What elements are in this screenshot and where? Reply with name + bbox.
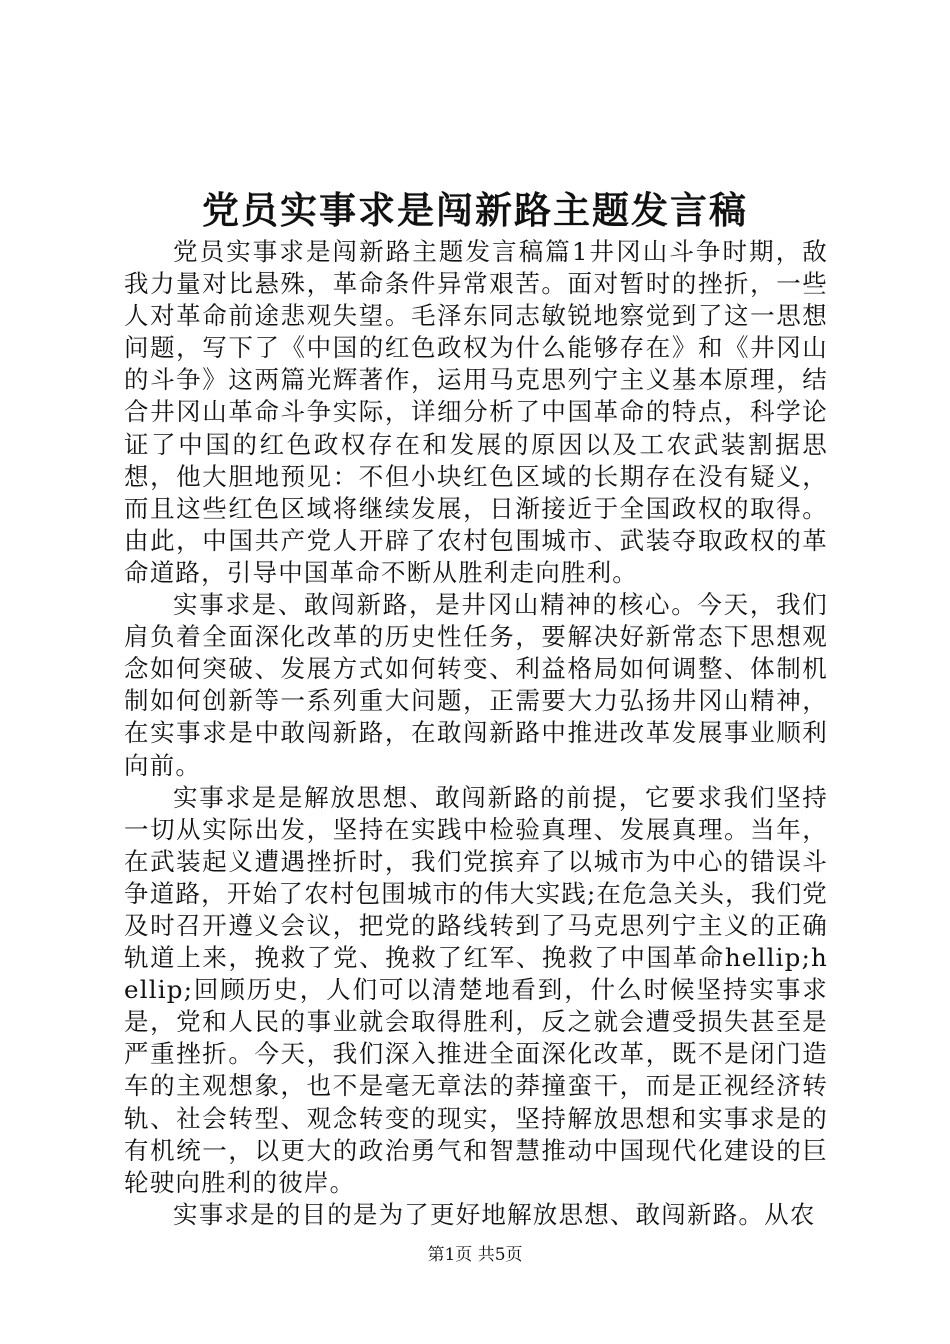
document-title: 党员实事求是闯新路主题发言稿: [202, 188, 748, 232]
paragraph-4: 实事求是的目的是为了更好地解放思想、敢闯新路。从农: [173, 1199, 816, 1229]
page-footer: [0, 1244, 950, 1266]
document-body: [124, 236, 828, 1231]
page-total: 共5页: [477, 1245, 523, 1265]
page-number: 第1页: [427, 1245, 473, 1265]
paragraph-1: 党员实事求是闯新路主题发言稿篇1井冈山斗争时期，敌我力量对比悬殊，革命条件异常艰苦。面对暂时的挫折，一些人对革命前途悲观失望。毛泽东同志敏锐地察觉到了这一思想问题，写下了《中国的红色政权为什么能够存在》和《井冈山的斗争》这两篇光辉著作，运用马克思列宁主义基本原理，结合井冈山革命斗争实际，详细分析了中国革命的特点，科学论证了中国的红色政权存在和发展的原因以及工农武装割据思想，他大胆地预见：不但小块红色区域的长期存在没有疑义，而且这些红色区域将继续发展，日渐接近于全国政权的取得。由此，中国共产党人开辟了农村包围城市、武装夺取政权的革命道路，引导中国革命不断从胜利走向胜利。: [124, 237, 828, 587]
paragraph-2: 实事求是、敢闯新路，是井冈山精神的核心。今天，我们肩负着全面深化改革的历史性任务，要解决好新常态下思想观念如何突破、发展方式如何转变、利益格局如何调整、体制机制如何创新等一系列重大问题，正需要大力弘扬井冈山精神，在实事求是中敢闯新路，在敢闯新路中推进改革发展事业顺利向前。: [124, 590, 828, 780]
paragraph-3: 实事求是是解放思想、敢闯新路的前提，它要求我们坚持一切从实际出发，坚持在实践中检验真理、发展真理。当年，在武装起义遭遇挫折时，我们党摈弃了以城市为中心的错误斗争道路，开始了农村包围城市的伟大实践;在危急关头，我们党及时召开遵义会议，把党的路线转到了马克思列宁主义的正确轨道上来，挽救了党、挽救了红军、挽救了中国革命hellip;hellip;回顾历史，人们可以清楚地看到，什么时候坚持实事求是，党和人民的事业就会取得胜利，反之就会遭受损失甚至是严重挫折。今天，我们深入推进全面深化改革，既不是闭门造车的主观想象，也不是毫无章法的莽撞蛮干，而是正视经济转轨、社会转型、观念转变的现实，坚持解放思想和实事求是的有机统一，以更大的政治勇气和智慧推动中国现代化建设的巨轮驶向胜利的彼岸。: [124, 782, 828, 1197]
